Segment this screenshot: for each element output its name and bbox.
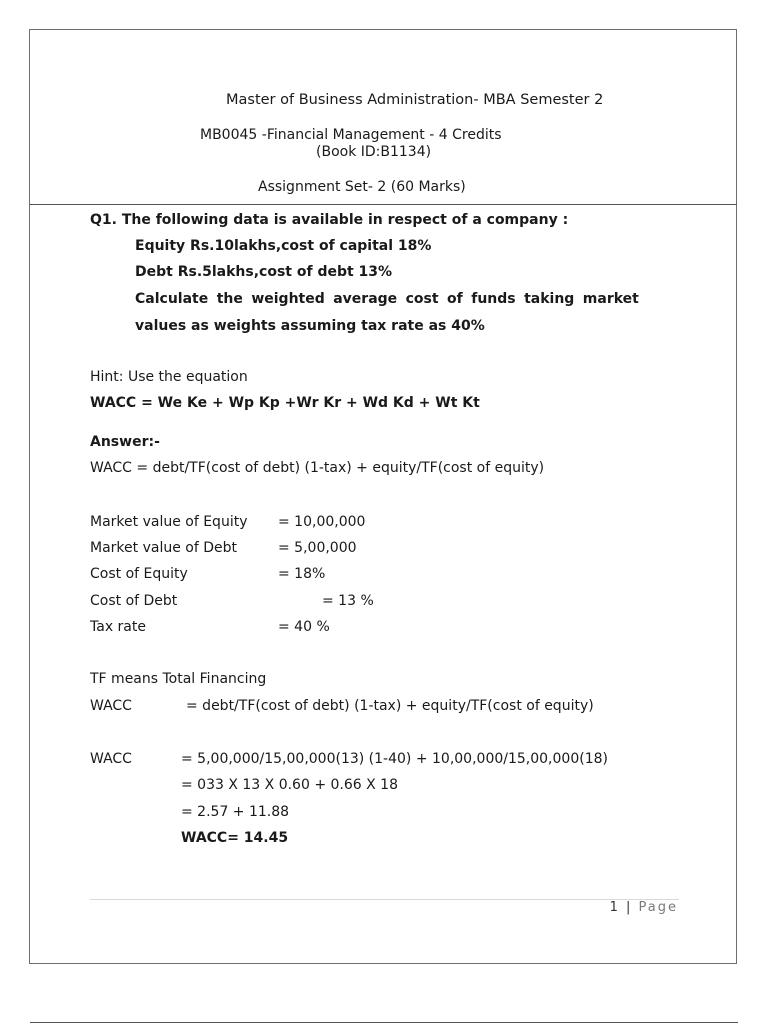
wacc-formula: = debt/TF(cost of debt) (1-tax) + equity/TF(cost of equity) <box>186 698 594 714</box>
page-footer <box>610 900 678 915</box>
calc-step-2: = 033 X 13 X 0.60 + 0.66 X 18 <box>181 777 398 793</box>
answer-formula: WACC = debt/TF(cost of debt) (1-tax) + equity/TF(cost of equity) <box>90 460 545 476</box>
item-label-cost-debt: Cost of Debt <box>90 593 178 609</box>
item-label-market-equity: Market value of Equity <box>90 514 248 530</box>
book-id: (Book ID:B1134) <box>316 144 432 160</box>
wacc-label-2: WACC <box>90 751 132 767</box>
page-word: Page <box>638 900 678 915</box>
answer-label: Answer:- <box>90 434 160 450</box>
item-label-market-debt: Market value of Debt <box>90 540 237 556</box>
wacc-result: WACC= 14.45 <box>181 830 289 846</box>
question-line: Q1. The following data is available in respect of a company : <box>90 212 569 228</box>
page-number: 1 <box>609 900 620 915</box>
item-label-tax-rate: Tax rate <box>90 619 146 635</box>
hint-label: Hint: Use the equation <box>90 369 248 385</box>
item-label-cost-equity: Cost of Equity <box>90 566 188 582</box>
question-calc-line-1: Calculate the weighted average cost of funds taking market <box>135 291 639 307</box>
question-calc-line-2: values as weights assuming tax rate as 40% <box>135 318 485 334</box>
program-title: Master of Business Administration- MBA Semester 2 <box>226 92 604 108</box>
item-value-market-equity: = 10,00,000 <box>278 514 366 530</box>
item-value-market-debt: = 5,00,000 <box>278 540 357 556</box>
page-separator: | <box>625 900 633 915</box>
wacc-label-1: WACC <box>90 698 132 714</box>
next-page-edge <box>30 1022 738 1023</box>
question-equity: Equity Rs.10lakhs,cost of capital 18% <box>135 238 432 254</box>
item-value-cost-equity: = 18% <box>278 566 326 582</box>
course-title: MB0045 -Financial Management - 4 Credits <box>200 127 502 143</box>
question-debt: Debt Rs.5lakhs,cost of debt 13% <box>135 264 393 280</box>
header-divider <box>30 204 737 205</box>
tf-note: TF means Total Financing <box>90 671 267 687</box>
calc-step-1: = 5,00,000/15,00,000(13) (1-40) + 10,00,000/15,00,000(18) <box>181 751 608 767</box>
hint-equation: WACC = We Ke + Wp Kp +Wr Kr + Wd Kd + Wt Kt <box>90 395 480 411</box>
footer-divider <box>90 899 679 900</box>
item-value-tax-rate: = 40 % <box>278 619 330 635</box>
item-value-cost-debt: = 13 % <box>322 593 374 609</box>
calc-step-3: = 2.57 + 11.88 <box>181 804 290 820</box>
assignment-title: Assignment Set- 2 (60 Marks) <box>258 179 466 195</box>
page-border <box>29 29 737 964</box>
